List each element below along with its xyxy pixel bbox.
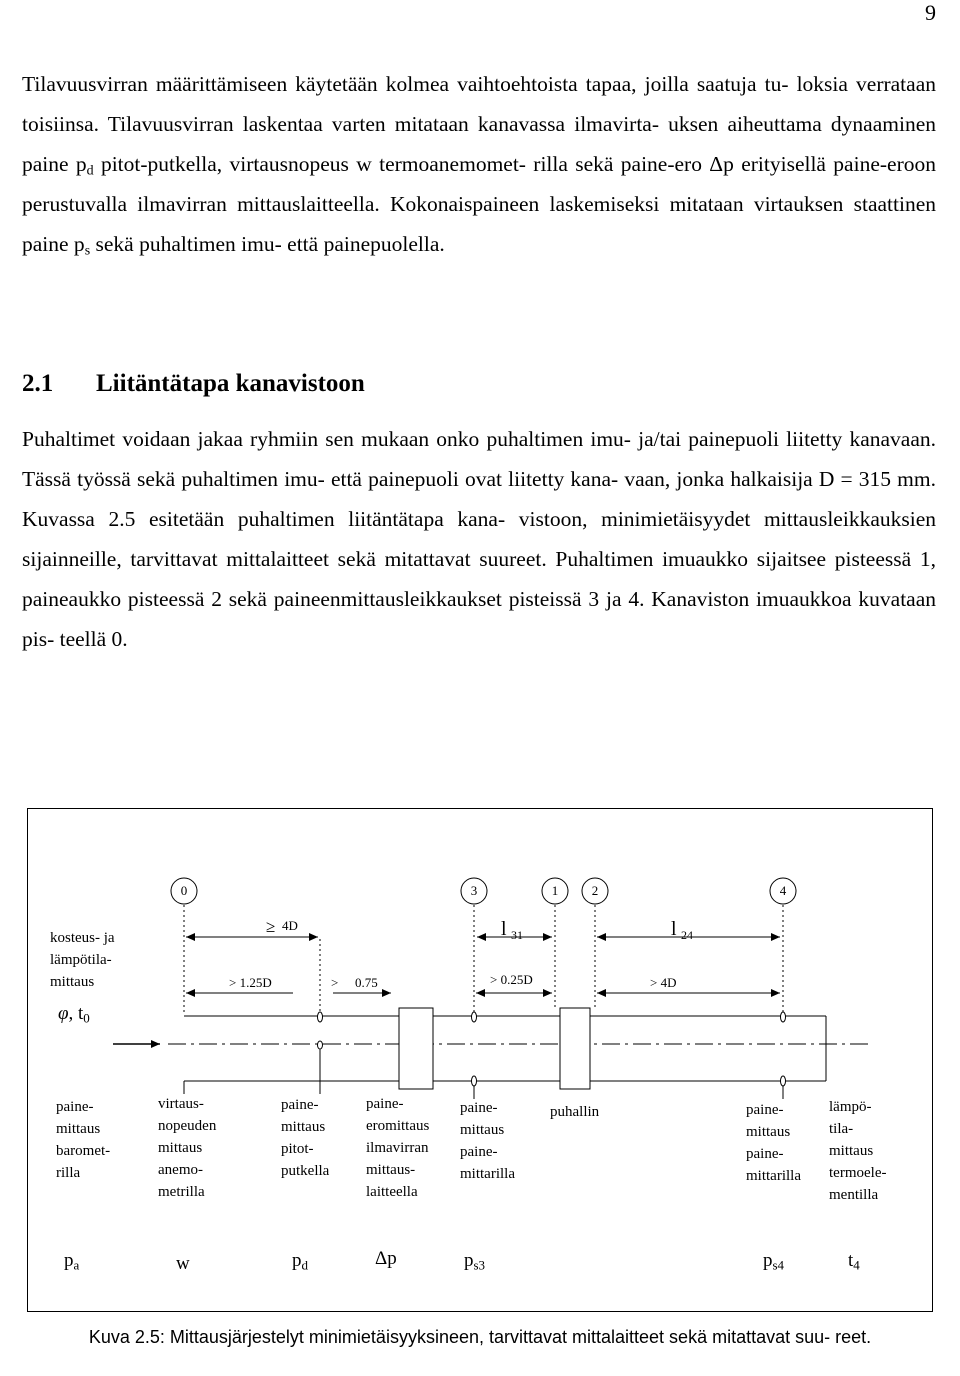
dim-l24-text: l — [671, 918, 677, 940]
dim-gt-text: > — [331, 975, 339, 990]
label-anemometer: virtaus- nopeuden mittaus anemo- metrilla — [158, 1096, 217, 1200]
intro-text-3: p erityisellä paine-eroon perustuvalla ilmavirran mittauslaitteella. Kokonaispaineen laskemiseksi mitataan virtauksen staattinen paine p — [22, 152, 936, 256]
symbol-t0-text: , t — [68, 1003, 84, 1024]
probe-4-bottom — [781, 1076, 786, 1086]
symbol-pd-main: p — [292, 1250, 302, 1271]
delta-symbol: Δ — [709, 152, 724, 176]
point-label-3: 3 — [470, 882, 478, 898]
section-title: Liitäntätapa kanavistoon — [96, 370, 365, 397]
label-pitot: paine- mittaus pitot- putkella — [281, 1097, 330, 1179]
symbol-phi: φ — [58, 1003, 69, 1024]
duct-diagram — [28, 809, 934, 1313]
intro-text-2: pitot-putkella, virtausnopeus w termoanemomet- rilla sekä paine-ero — [93, 152, 710, 176]
point-label-1: 1 — [551, 882, 559, 898]
symbol-ps3-sub: s3 — [473, 1257, 486, 1273]
probe-pd-centre — [318, 1041, 323, 1049]
label-fan: puhallin — [550, 1104, 600, 1120]
symbol-pa — [64, 1250, 79, 1272]
dim-025d-text: > 0.25D — [490, 972, 533, 987]
symbol-delta-p — [375, 1248, 397, 1270]
subscript-s: s — [84, 243, 91, 259]
symbol-pa-sub: a — [73, 1257, 80, 1273]
dim-l24-sub: 24 — [681, 928, 693, 942]
symbol-t4 — [848, 1250, 860, 1272]
probe-pd-top — [318, 1012, 323, 1022]
symbol-t0-sub: 0 — [83, 1010, 90, 1026]
symbol-ps3 — [464, 1250, 485, 1272]
symbol-delta-p-main: p — [387, 1248, 397, 1269]
probe-3-top — [472, 1012, 477, 1022]
symbol-pd — [292, 1250, 308, 1272]
probe-3-bottom — [472, 1076, 477, 1086]
label-pressure-4: paine- mittaus paine- mittarilla — [746, 1102, 801, 1184]
section-heading — [22, 370, 365, 398]
label-pressure-3: paine- mittaus paine- mittarilla — [460, 1100, 515, 1182]
body-paragraph: Puhaltimet voidaan jakaa ryhmiin sen mukaan onko puhaltimen imu- ja/tai painepuoli liitetty kanavaan. Tässä työssä sekä puhaltimen imu- että painepuoli ovat liitetty kana- vaan, jonka halkaisija D = 315 mm. Kuvassa 2.5 esitetään puhaltimen liitäntätapa kana- vistoon, minimietäisyydet mittausleikkauksien sijainneille, tarvittavat mittalaitteet sekä mitattavat suureet. Puhaltimen imuaukko sijaitsee pisteessä 1, paineaukko pisteessä 2 sekä paineenmittausleikkaukset pisteissä 3 ja 4. Kanaviston imuaukkoa kuvataan pis- teellä 0. — [22, 427, 936, 651]
probe-4-top — [781, 1012, 786, 1022]
page-number: 9 — [925, 0, 936, 25]
label-humidity-temperature: kosteus- ja lämpötila- mittaus — [50, 930, 115, 990]
symbol-delta: Δ — [375, 1248, 388, 1269]
point-label-0: 0 — [180, 882, 188, 898]
symbol-ps3-main: p — [464, 1250, 474, 1271]
figure-measurement-setup — [27, 808, 933, 1312]
dim-ge-sym: ≥ — [266, 917, 276, 936]
point-label-2: 2 — [591, 882, 599, 898]
label-flow-meter: paine- eromittaus ilmavirran mittaus- laitteella — [366, 1096, 430, 1200]
symbol-pd-sub: d — [301, 1257, 308, 1273]
symbol-pa-main: p — [64, 1250, 74, 1271]
dim-125d-text: > 1.25D — [229, 975, 272, 990]
symbol-ps4-sub: s4 — [772, 1257, 785, 1273]
symbol-phi-t0 — [58, 1003, 90, 1025]
intro-paragraph — [22, 64, 936, 264]
dim-075-text: 0.75 — [355, 975, 378, 990]
figure-caption: Kuva 2.5: Mittausjärjestelyt minimietäisyyksineen, tarvittavat mittalaitteet sekä mitattavat suu- reet. — [88, 1327, 872, 1347]
dim-l31-sub: 31 — [511, 928, 523, 942]
section-number: 2.1 — [22, 370, 54, 397]
label-barometer: paine- mittaus baromet- rilla — [56, 1099, 111, 1181]
label-thermocouple: lämpö- tila- mittaus termoele- mentilla — [829, 1099, 887, 1203]
dim-gt4d-text: > 4D — [650, 975, 677, 990]
symbol-t4-sub: 4 — [853, 1257, 860, 1273]
intro-text-4: sekä puhaltimen imu- että painepuolella. — [90, 232, 445, 256]
subscript-d: d — [86, 163, 94, 179]
point-label-4: 4 — [779, 882, 787, 898]
flow-meter-box — [399, 1008, 433, 1089]
dim-4d-text: 4D — [282, 918, 298, 933]
fan-box — [560, 1008, 590, 1089]
intro-text-1: Tilavuusvirran määrittämiseen käytetään kolmea vaihtoehtoista tapaa, joilla saatuja tu- loksia verrataan toisiinsa. Tilavuusvirran laskentaa varten mitataan kanavassa ilmavirta- uksen aiheuttama dynaaminen paine p — [22, 72, 936, 176]
symbol-ps4-main: p — [763, 1250, 773, 1271]
dim-l31-text: l — [501, 918, 507, 940]
symbol-t4-main: t — [848, 1250, 854, 1271]
symbol-w: w — [176, 1253, 190, 1274]
symbol-ps4 — [763, 1250, 784, 1272]
